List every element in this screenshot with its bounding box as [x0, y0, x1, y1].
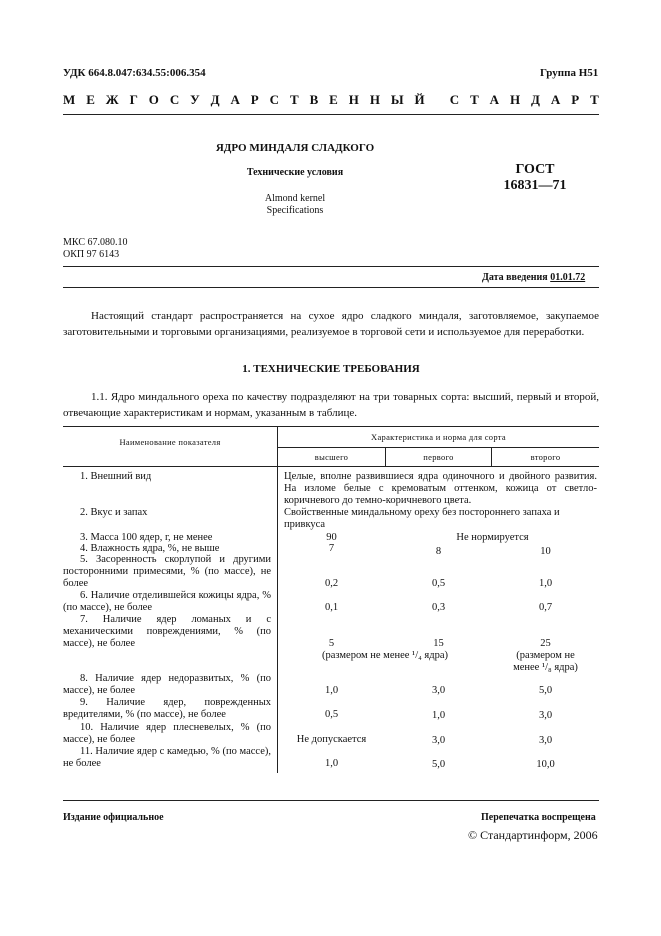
row-name: 10. Наличие ядер плесневелых, % (по массе), не более — [63, 722, 271, 745]
interstate-letter: Т — [590, 92, 599, 107]
value-grade2: 8 — [435, 546, 442, 557]
interstate-letter: Е — [329, 92, 338, 107]
gost-label: ГОСТ — [515, 162, 555, 177]
interstate-letter: Р — [571, 92, 580, 107]
interstate-letter: С — [169, 92, 180, 107]
interstate-letter: Н — [348, 92, 359, 107]
row-name: 4. Влажность ядра, %, не выше — [80, 543, 220, 554]
row-name: 6. Наличие отделившейся кожицы ядра, % (по массе), не более — [63, 590, 271, 613]
intro-date-value: 01.01.72 — [550, 272, 586, 283]
group-code: Группа Н51 — [540, 67, 599, 79]
interstate-letter: Ж — [105, 92, 119, 107]
value-grade3: 0,7 — [538, 602, 553, 613]
table-header-group: Характеристика и норма для сорта — [371, 432, 506, 442]
row-name: 3. Масса 100 ядер, г, не менее — [80, 532, 213, 543]
interstate-letter: Р — [250, 92, 259, 107]
interstate-letter: Н — [509, 92, 521, 107]
interstate-letter: А — [489, 92, 500, 107]
value-grade2: 0,3 — [431, 602, 446, 613]
interstate-letter: Е — [86, 92, 95, 107]
row-name: 2. Вкус и запах — [80, 507, 148, 518]
interstate-letter: Г — [129, 92, 138, 107]
interstate-letter: М — [63, 92, 76, 107]
table-header-grade3: второго — [530, 452, 561, 462]
value-grade2: 1,0 — [431, 710, 446, 721]
english-subtitle: Specifications — [266, 205, 324, 216]
value-grade3: 10 — [540, 546, 551, 557]
row-name: 11. Наличие ядер с камедью, % (по массе), не более — [63, 746, 271, 769]
value-grade1: 1,0 — [324, 685, 339, 696]
value-grade1: 0,5 — [324, 709, 339, 720]
table-header-name: Наименование показателя — [119, 437, 221, 447]
reprint-notice: Перепечатка воспрещена — [481, 812, 596, 823]
value-grade2: 0,5 — [431, 578, 446, 589]
interstate-letter — [436, 92, 439, 108]
size-note-grade3-line1: (размером не — [516, 650, 575, 661]
interstate-letter: А — [550, 92, 561, 107]
copyright: © Стандартинформ, 2006 — [468, 828, 598, 842]
table-top-border — [63, 426, 599, 427]
codes-divider — [63, 266, 599, 267]
interstate-letter: Й — [414, 92, 425, 107]
interstate-letter: С — [269, 92, 280, 107]
interstate-letter: А — [230, 92, 240, 107]
value-grade1: 0,1 — [324, 602, 339, 613]
intro-paragraph: Настоящий стандарт распространяется на сухое ядро сладкого миндаля, заготовляемое, закупаемое заготовительными и торговыми организациями, реализуемое в торговой сети и используемое для переработки. — [63, 310, 599, 338]
value-grade1: 5 — [328, 638, 335, 649]
header-divider — [63, 114, 599, 115]
value-grade3: 3,0 — [538, 735, 553, 746]
value-grade1: Не допускается — [296, 734, 367, 745]
table-subheader-border — [278, 447, 599, 448]
value-grade3: 1,0 — [538, 578, 553, 589]
value-grade1: 90 — [326, 532, 337, 543]
value-grade3: 3,0 — [538, 710, 553, 721]
appearance-characteristic: Целые, вполне развившиеся ядра одиночного и двойного развития. На изломе белые с кремоватым оттенком, кожица от светло-коричневого до темно-коричневого цвета. — [284, 471, 597, 506]
value-grade3: 10,0 — [536, 759, 555, 770]
value-grade23: Не нормируется — [456, 532, 529, 543]
mks-code: МКС 67.080.10 — [63, 237, 128, 248]
footer-divider — [63, 800, 599, 801]
value-grade2: 5,0 — [431, 759, 446, 770]
value-grade1: 7 — [328, 543, 335, 554]
interstate-standard-heading — [63, 92, 599, 108]
interstate-letter: Н — [369, 92, 380, 107]
intro-date-label: Дата введения — [482, 272, 548, 283]
interstate-letter: Т — [470, 92, 479, 107]
table-header-bottom — [63, 466, 599, 467]
size-note-grade3-line2: менее ¹/₈ ядра) — [513, 662, 578, 673]
interstate-letter: Д — [210, 92, 220, 107]
intro-date — [482, 272, 585, 283]
value-grade3: 5,0 — [538, 685, 553, 696]
row-name: 7. Наличие ядер ломаных и с механическими повреждениями, % (по массе), не более — [63, 614, 271, 649]
date-divider — [63, 287, 599, 288]
row-name: 8. Наличие ядер недоразвитых, % (по массе), не более — [63, 673, 271, 696]
interstate-letter: Д — [531, 92, 540, 107]
standard-subtitle: Технические условия — [246, 167, 344, 178]
interstate-letter: В — [309, 92, 319, 107]
table-header-grade2: первого — [423, 452, 454, 462]
section-heading: 1. ТЕХНИЧЕСКИЕ ТРЕБОВАНИЯ — [242, 363, 420, 375]
gost-number: 16831—71 — [503, 178, 567, 193]
value-grade3: 25 — [540, 638, 551, 649]
interstate-letter: Ы — [390, 92, 404, 107]
value-grade2: 3,0 — [431, 685, 446, 696]
size-note-grades12: (размером не менее ¹/₄ ядра) — [322, 650, 448, 661]
interstate-letter: Т — [289, 92, 299, 107]
table-header-grade1: высшего — [314, 452, 349, 462]
interstate-letter: У — [190, 92, 200, 107]
english-title: Almond kernel — [264, 193, 326, 204]
value-grade1: 0,2 — [324, 578, 339, 589]
official-edition: Издание официальное — [63, 812, 164, 823]
okp-code: ОКП 97 6143 — [63, 249, 120, 260]
standard-title: ЯДРО МИНДАЛЯ СЛАДКОГО — [215, 142, 375, 154]
interstate-letter: О — [148, 92, 159, 107]
value-grade1: 1,0 — [324, 758, 339, 769]
value-grade2: 15 — [433, 638, 444, 649]
taste-characteristic: Свойственные миндальному ореху без постороннего запаха и привкуса — [284, 507, 560, 530]
row-name: 9. Наличие ядер, поврежденных вредителями, % (по массе), не более — [63, 697, 271, 720]
row-name: 1. Внешний вид — [80, 471, 152, 482]
section-paragraph: 1.1. Ядро миндального ореха по качеству подразделяют на три товарных сорта: высший, первый и второй, отвечающие характеристикам и нормам, указанным в таблице. — [63, 391, 599, 419]
interstate-letter: С — [449, 92, 460, 107]
value-grade2: 3,0 — [431, 735, 446, 746]
row-name: 5. Засоренность скорлупой и другими посторонними примесями, % (по массе), не более — [63, 554, 271, 589]
udk-code: УДК 664.8.047:634.55:006.354 — [63, 67, 206, 79]
